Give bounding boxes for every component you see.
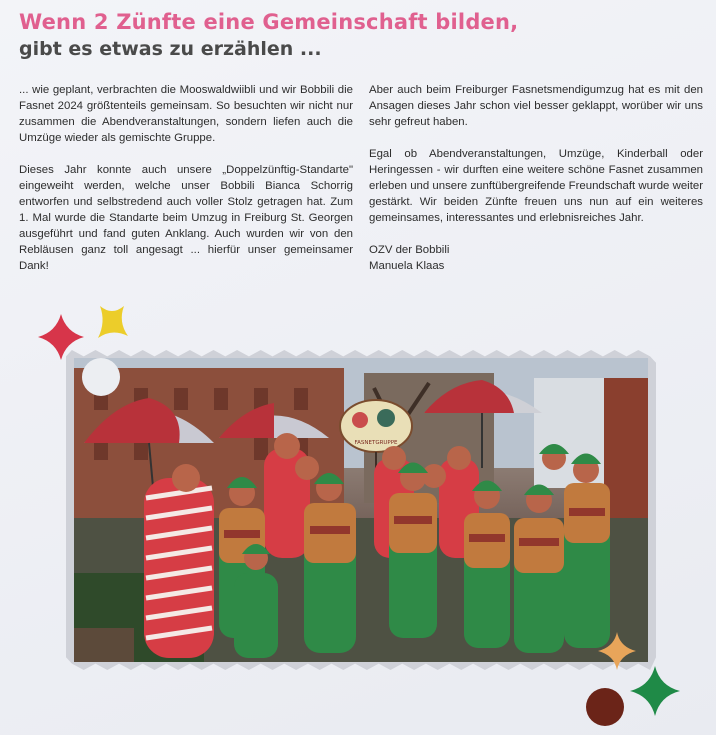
article-subtitle: gibt es etwas zu erzählen ... bbox=[19, 38, 322, 60]
yellow-star-decoration bbox=[92, 302, 132, 342]
right-column bbox=[369, 82, 703, 274]
left-column bbox=[19, 82, 353, 290]
green-star-decoration bbox=[630, 666, 680, 716]
signature-org: OZV der Bobbili bbox=[369, 244, 450, 256]
standard-text: FASNETGRUPPE bbox=[354, 440, 398, 446]
white-dot-decoration bbox=[82, 358, 120, 396]
group-photo-illustration bbox=[74, 358, 648, 662]
article-title: Wenn 2 Zünfte eine Gemeinschaft bilden, bbox=[19, 10, 519, 34]
orange-star-decoration bbox=[598, 632, 636, 670]
paragraph: ... wie geplant, verbrachten die Mooswaldwiibli und wir Bobbili die Fasnet 2024 größtenteils gemeinsam. So besuchten wir nicht nur zusammen die Abendveranstaltungen, sondern liefen auch die Umzüge wieder als gemischte Gruppe. bbox=[19, 84, 353, 144]
group-photo bbox=[74, 358, 648, 662]
signature-name: Manuela Klaas bbox=[369, 260, 445, 272]
paragraph: Dieses Jahr konnte auch unsere „Doppelzünftig-Standarte" eingeweiht werden, welche unser Bobbili Bianca Schorrig entworfen und selbstredend auch voller Stolz getragen hat. Zum 1. Mal wurde die Standarte beim Umzug in Freiburg St. Georgen ausgeführt und fand guten Anklang. Auch wurden wir von den Rebläusen ganz toll angesagt ... hierfür unser gemeinsamer Dank! bbox=[19, 164, 353, 272]
paragraph: Egal ob Abendveranstaltungen, Umzüge, Kinderball oder Heringessen - wir durften eine weitere schöne Fasnet zusammen erleben und unsere zunftübergreifende Freundschaft wurde weiter gestärkt. Wir beiden Zünfte freuen uns nun auf ein weiteres gemeinsames, interessantes und erlebnisreiches Jahr. bbox=[369, 148, 703, 224]
paragraph: Aber auch beim Freiburger Fasnetsmendigumzug hat es mit den Ansagen dieses Jahr schon viel besser geklappt, worüber wir uns sehr gefreut haben. bbox=[369, 84, 703, 128]
brown-dot-decoration bbox=[586, 688, 624, 726]
